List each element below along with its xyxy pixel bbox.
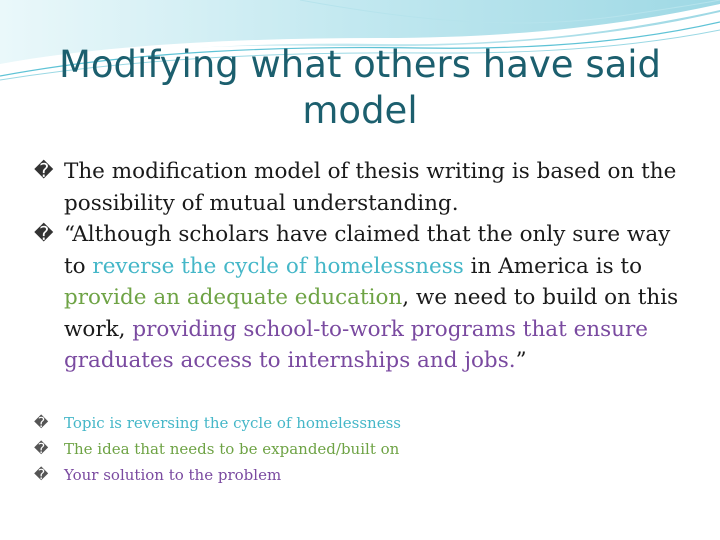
note-idea-text: The idea that needs to be expanded/built on bbox=[64, 440, 400, 458]
note-topic-text: Topic is reversing the cycle of homelessness bbox=[64, 414, 401, 432]
quote-text-part-4: ” bbox=[515, 348, 527, 373]
bullet-glyph-icon: � bbox=[34, 160, 54, 182]
slide-body bbox=[34, 156, 694, 377]
highlight-solution: providing school-to-work programs that ensure graduates access to internships and jobs. bbox=[64, 316, 649, 373]
body-paragraph-1 bbox=[34, 156, 694, 219]
note-solution bbox=[34, 462, 534, 488]
body-paragraph-2 bbox=[34, 219, 694, 377]
bullet-glyph-icon: � bbox=[34, 415, 49, 431]
legend-notes bbox=[34, 410, 534, 488]
bullet-glyph-icon: � bbox=[34, 223, 54, 245]
quote-text-part-2: in America is to bbox=[463, 253, 643, 279]
bullet-glyph-icon: � bbox=[34, 467, 49, 483]
note-idea bbox=[34, 436, 534, 462]
note-solution-text: Your solution to the problem bbox=[64, 466, 282, 484]
quote-text-part-1: “Although scholars have claimed that the only sure way to bbox=[64, 222, 671, 279]
highlight-idea: provide an adequate education bbox=[64, 285, 403, 310]
bullet-glyph-icon: � bbox=[34, 441, 49, 457]
slide-title: Modifying what others have said model bbox=[58, 43, 662, 132]
paragraph-1-text: The modification model of thesis writing is based on the possibility of mutual understanding. bbox=[64, 159, 677, 216]
highlight-topic: reverse the cycle of homelessness bbox=[92, 253, 464, 279]
quote-text-part-3: , we need to build on this work, bbox=[64, 285, 679, 342]
note-topic bbox=[34, 410, 534, 436]
